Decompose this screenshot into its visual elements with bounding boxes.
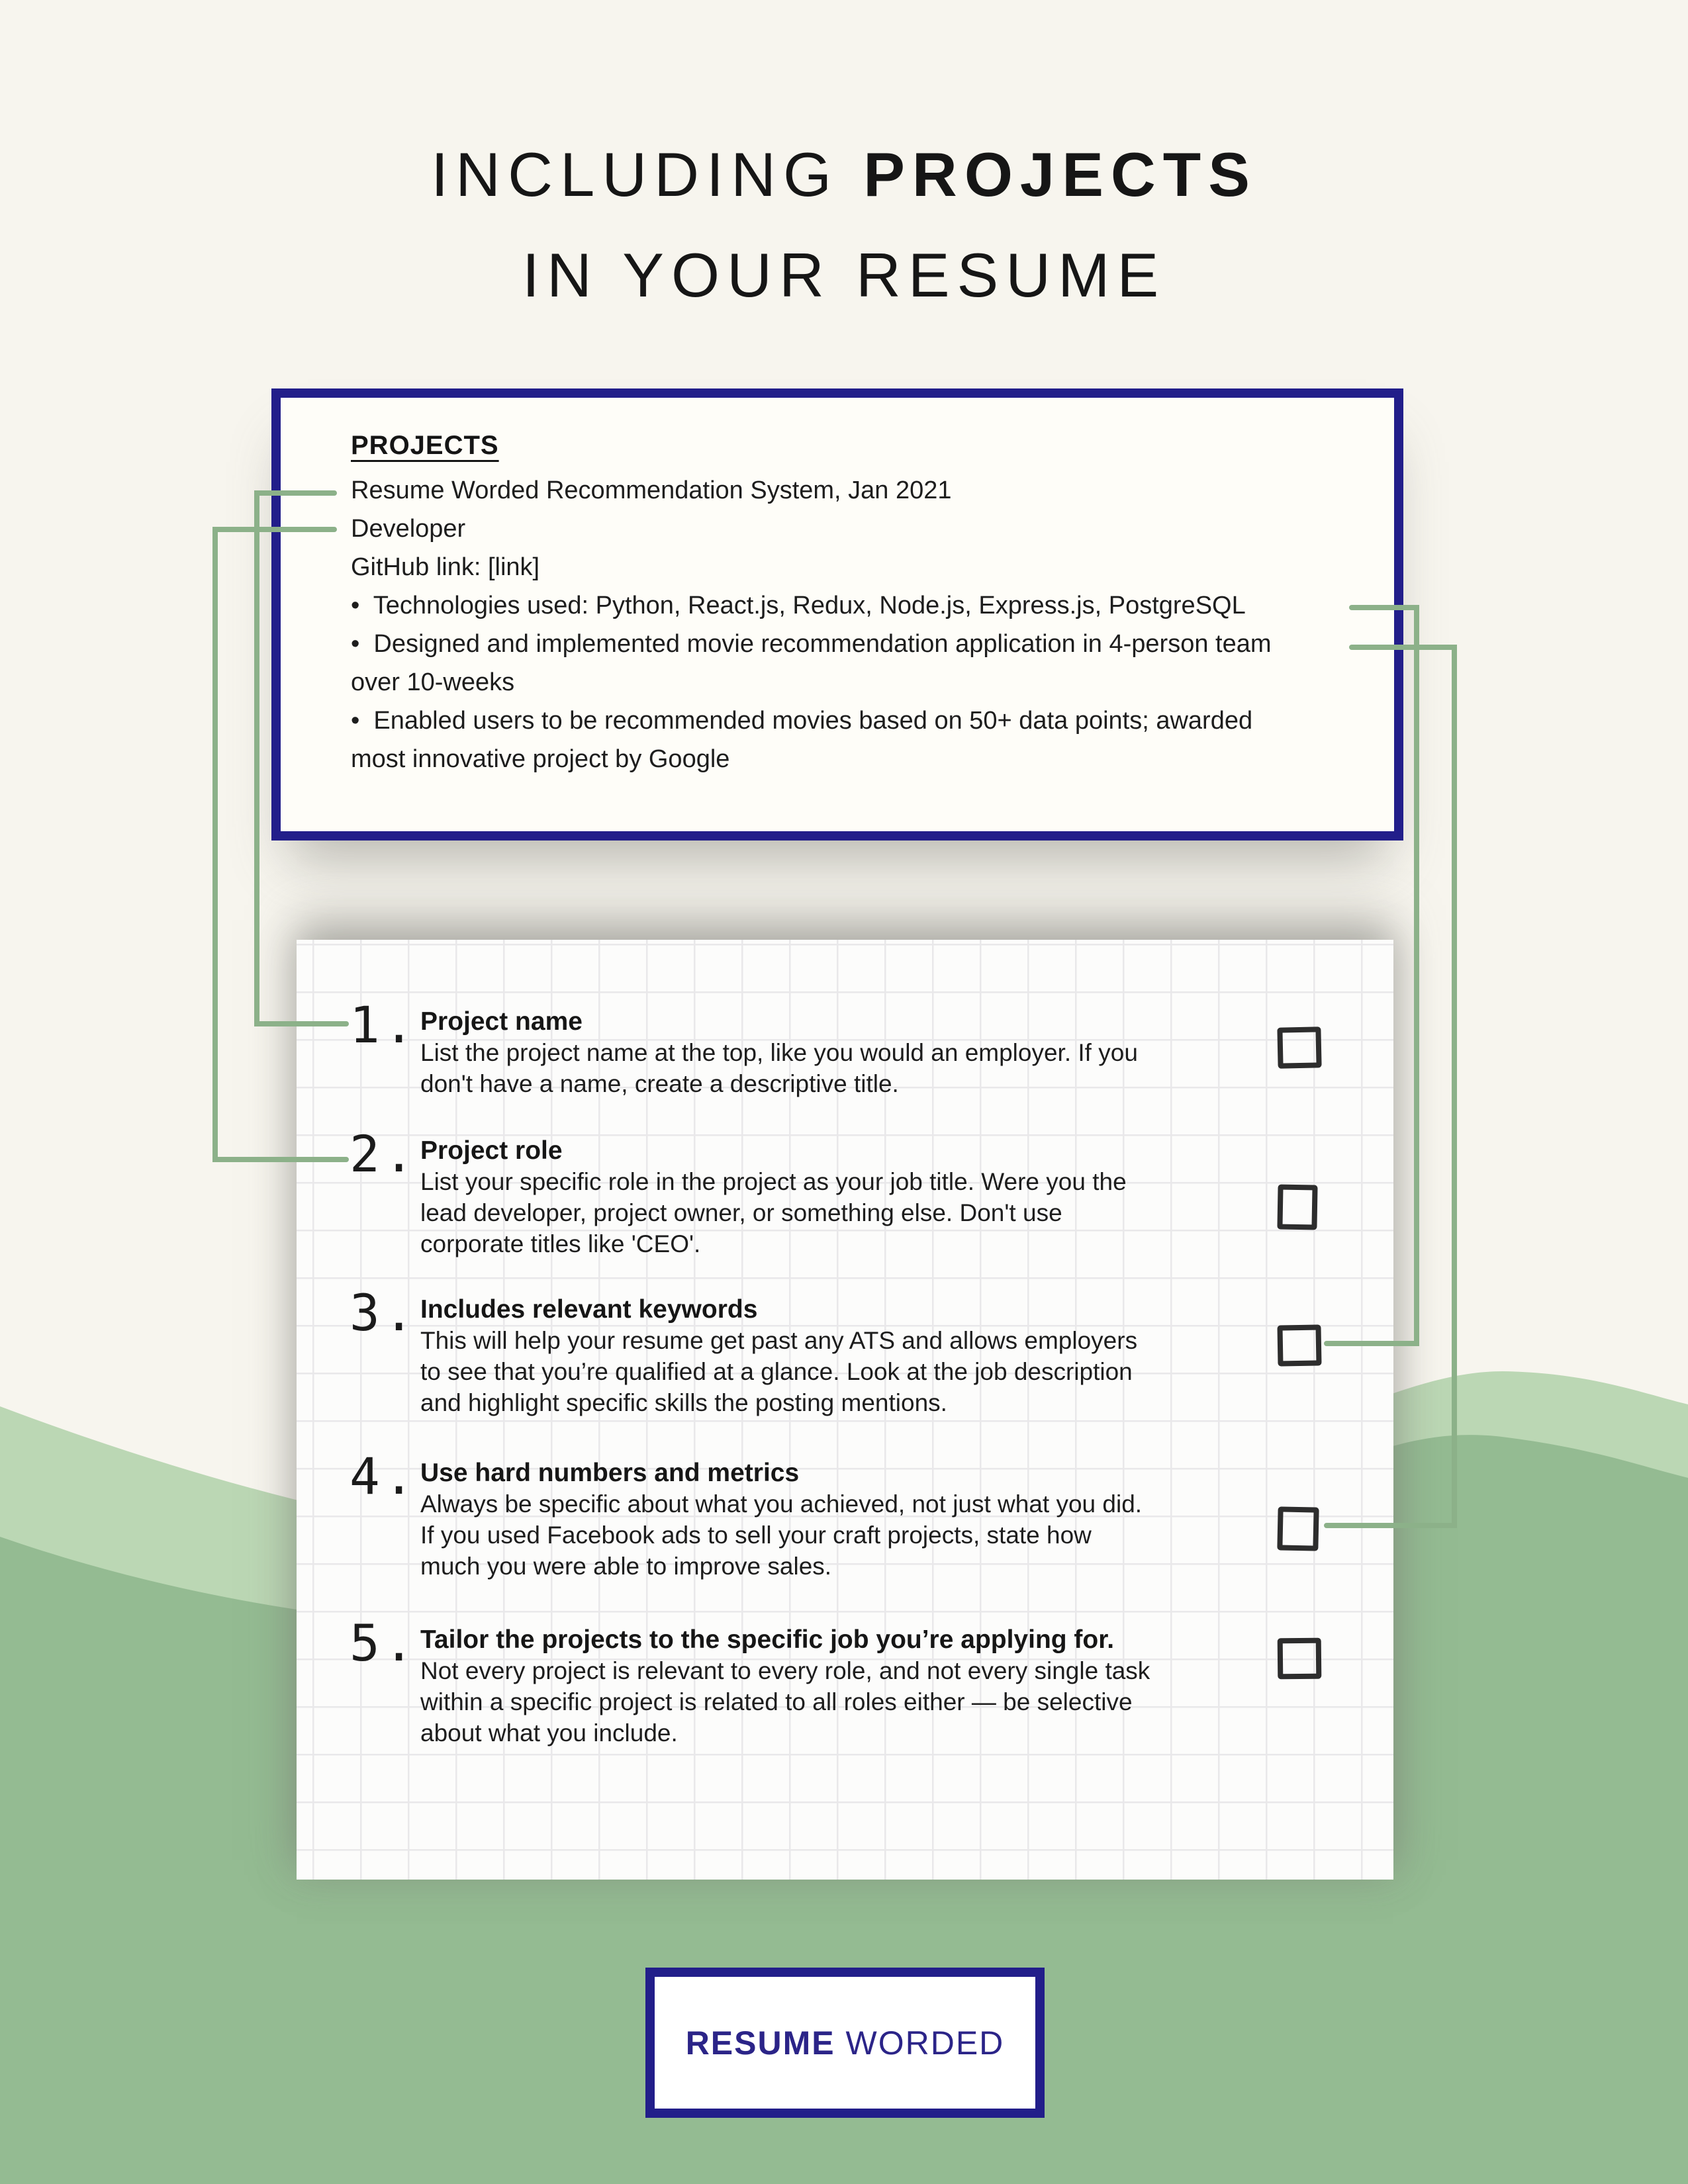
item-heading: Tailor the projects to the specific job you’re applying for.	[420, 1625, 1115, 1654]
item-body-line: about what you include.	[420, 1719, 678, 1747]
resume-bullet-designed-wrap: over 10-weeks	[351, 668, 515, 696]
item-body-line: Always be specific about what you achieved, not just what you did.	[420, 1490, 1143, 1518]
resume-section-header: PROJECTS	[351, 431, 499, 460]
checkbox-icon	[1277, 1324, 1321, 1366]
item-body-line: lead developer, project owner, or something else. Don't use	[420, 1199, 1062, 1226]
item-number: 1.	[350, 995, 418, 1054]
checklist-item-project-role	[350, 1124, 1127, 1259]
resume-bullet-designed: • Designed and implemented movie recommendation application in 4-person team	[351, 630, 1272, 658]
logo-bold-text: RESUME	[685, 2024, 835, 2062]
item-number: 3.	[350, 1283, 418, 1342]
item-heading: Project name	[420, 1007, 583, 1036]
item-body-line: and highlight specific skills the posting mentions.	[420, 1389, 947, 1416]
page-title	[0, 124, 1688, 326]
item-body-line: don't have a name, create a descriptive title.	[420, 1070, 899, 1097]
item-heading: Includes relevant keywords	[420, 1295, 758, 1324]
resume-line-github: GitHub link: [link]	[351, 553, 540, 581]
resume-line-project-title: Resume Worded Recommendation System, Jan 2021	[351, 477, 952, 504]
item-body-line: This will help your resume get past any ATS and allows employers	[420, 1327, 1138, 1354]
item-number: 4.	[350, 1447, 418, 1506]
checklist-item-metrics	[350, 1447, 1143, 1582]
checkbox-icon	[1277, 1184, 1317, 1230]
item-body-line: List your specific role in the project as your job title. Were you the	[420, 1168, 1127, 1195]
checklist-item-tailor	[350, 1614, 1150, 1749]
title-line-1	[0, 124, 1688, 225]
resume-bullet-technologies: • Technologies used: Python, React.js, Redux, Node.js, Express.js, PostgreSQL	[351, 592, 1246, 619]
brand-logo	[645, 1968, 1045, 2118]
resume-line-role: Developer	[351, 515, 466, 543]
item-body-line: Not every project is relevant to every role, and not every single task	[420, 1657, 1150, 1684]
title-line1-regular: INCLUDING	[431, 140, 864, 209]
checklist-item-project-name	[350, 995, 1138, 1099]
resume-bullet-enabled-wrap: most innovative project by Google	[351, 745, 730, 773]
checkbox-icon	[1278, 1638, 1322, 1680]
item-number: 5.	[350, 1614, 418, 1672]
item-body-line: If you used Facebook ads to sell your craft projects, state how	[420, 1522, 1092, 1549]
resume-bullet-enabled: • Enabled users to be recommended movies based on 50+ data points; awarded	[351, 707, 1253, 735]
item-number: 2.	[350, 1124, 418, 1183]
item-body-line: List the project name at the top, like you would an employer. If you	[420, 1039, 1138, 1066]
item-body-line: much you were able to improve sales.	[420, 1553, 832, 1580]
title-line-2: IN YOUR RESUME	[522, 240, 1166, 310]
item-heading: Use hard numbers and metrics	[420, 1459, 800, 1487]
checkbox-icon	[1277, 1506, 1319, 1551]
resume-example-content	[351, 431, 1368, 778]
item-body-line: within a specific project is related to all roles either — be selective	[420, 1688, 1133, 1715]
item-body-line: corporate titles like 'CEO'.	[420, 1230, 701, 1257]
logo-regular-text: WORDED	[835, 2024, 1005, 2062]
checkbox-icon	[1277, 1026, 1321, 1068]
title-line1-bold: PROJECTS	[863, 140, 1257, 209]
checklist-item-keywords	[350, 1283, 1138, 1418]
item-heading: Project role	[420, 1136, 563, 1165]
checklist-panel	[297, 940, 1393, 1880]
resume-example-card	[271, 388, 1403, 841]
item-body-line: to see that you’re qualified at a glance. Look at the job description	[420, 1358, 1133, 1385]
